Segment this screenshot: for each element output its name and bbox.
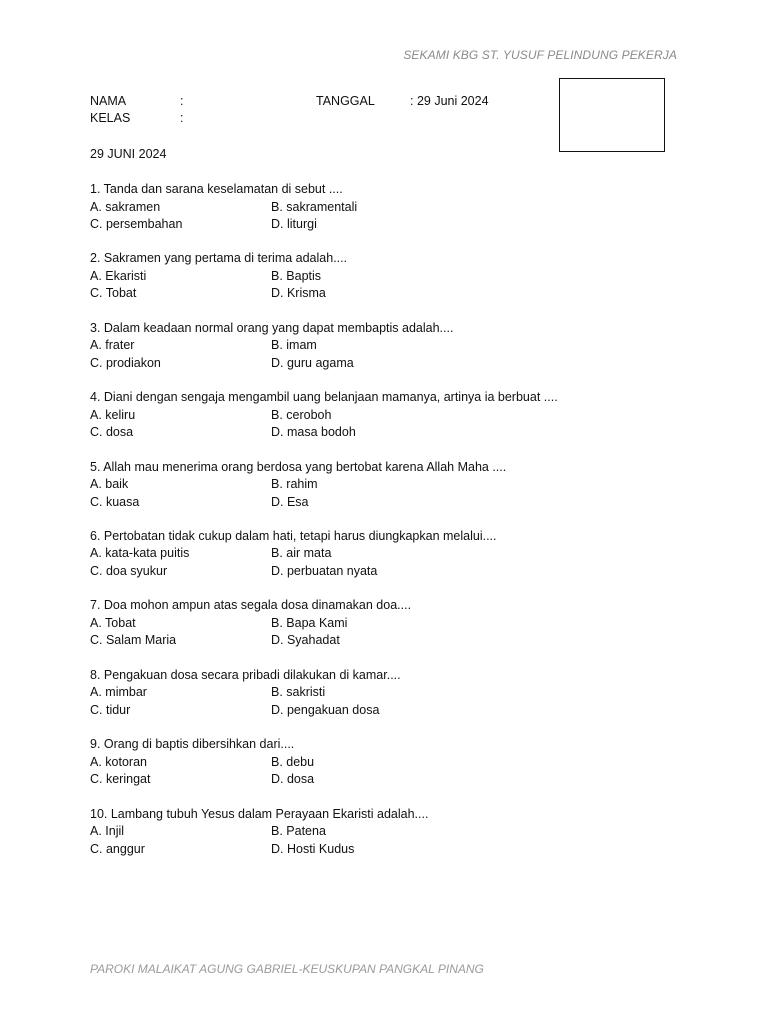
option-c: C. persembahan <box>90 217 183 231</box>
options-row-ab <box>90 684 710 702</box>
question-text: 3. Dalam keadaan normal orang yang dapat membaptis adalah.... <box>90 320 454 335</box>
options-row-cd <box>90 632 710 650</box>
page-header: SEKAMI KBG ST. YUSUF PELINDUNG PEKERJA <box>403 48 677 62</box>
option-c: C. keringat <box>90 772 151 787</box>
option-a: A. keliru <box>90 407 136 422</box>
options-row-ab <box>90 337 710 355</box>
option-c: C. prodiakon <box>90 355 161 370</box>
option-b: B. imam <box>271 338 317 353</box>
option-b: B. Patena <box>271 824 326 839</box>
options-row-cd <box>90 771 710 789</box>
nama-colon: : <box>180 94 184 108</box>
question-text: 4. Diani dengan sengaja mengambil uang belanjaan mamanya, artinya ia berbuat .... <box>90 390 558 405</box>
option-b: B. debu <box>271 754 315 769</box>
option-c: C. Tobat <box>90 286 137 301</box>
question-3 <box>90 320 710 389</box>
options-row-ab <box>90 545 710 563</box>
options-row-ab <box>90 407 710 425</box>
option-a: A. baik <box>90 477 129 492</box>
options-row-ab <box>90 615 710 633</box>
question-text: 10. Lambang tubuh Yesus dalam Perayaan Ekaristi adalah.... <box>90 806 429 821</box>
option-c: C. dosa <box>90 425 134 440</box>
options-row-ab <box>90 199 710 217</box>
option-a: A. sakramen <box>90 199 161 214</box>
option-a: A. kata-kata puitis <box>90 546 190 561</box>
question-list <box>90 181 710 875</box>
option-c: C. tidur <box>90 702 131 717</box>
question-10 <box>90 806 710 875</box>
option-d: D. Hosti Kudus <box>271 841 355 856</box>
identity-row-nama <box>90 93 550 110</box>
question-text: 7. Doa mohon ampun atas segala dosa dinamakan doa.... <box>90 598 412 613</box>
option-c: C. Salam Maria <box>90 633 177 648</box>
options-row-ab <box>90 476 710 494</box>
question-8 <box>90 667 710 736</box>
question-text: 1. Tanda dan sarana keselamatan di sebut .... <box>90 182 343 196</box>
options-row-cd <box>90 702 710 720</box>
kelas-label: KELAS <box>90 111 131 125</box>
options-row-cd <box>90 424 710 442</box>
option-d: D. Esa <box>271 494 309 509</box>
options-row-cd <box>90 563 710 581</box>
option-d: D. liturgi <box>271 217 317 231</box>
option-c: C. doa syukur <box>90 563 168 578</box>
question-6 <box>90 528 710 597</box>
tanggal-label: TANGGAL <box>316 94 375 108</box>
option-b: B. rahim <box>271 477 318 492</box>
question-1 <box>90 181 710 250</box>
option-a: A. Ekaristi <box>90 268 147 283</box>
question-5 <box>90 459 710 528</box>
options-row-cd <box>90 355 710 373</box>
option-a: A. mimbar <box>90 685 147 700</box>
option-a: A. frater <box>90 338 135 353</box>
question-text: 2. Sakramen yang pertama di terima adalah.... <box>90 251 348 266</box>
option-b: B. air mata <box>271 546 332 561</box>
option-c: C. anggur <box>90 841 145 856</box>
tanggal-value: : 29 Juni 2024 <box>410 94 489 108</box>
option-d: D. Krisma <box>271 286 326 301</box>
question-text: 6. Pertobatan tidak cukup dalam hati, tetapi harus diungkapkan melalui.... <box>90 528 497 543</box>
question-9 <box>90 736 710 805</box>
options-row-cd <box>90 841 710 859</box>
kelas-colon: : <box>180 111 184 125</box>
option-b: B. Bapa Kami <box>271 615 348 630</box>
option-d: D. guru agama <box>271 355 354 370</box>
option-d: D. Syahadat <box>271 633 340 648</box>
option-b: B. sakramentali <box>271 199 358 214</box>
options-row-cd <box>90 216 710 234</box>
question-7 <box>90 597 710 666</box>
option-c: C. kuasa <box>90 494 140 509</box>
option-a: A. Injil <box>90 824 125 839</box>
option-a: A. kotoran <box>90 754 147 769</box>
option-d: D. pengakuan dosa <box>271 702 380 717</box>
date-line: 29 JUNI 2024 <box>90 147 167 161</box>
option-b: B. sakristi <box>271 685 326 700</box>
options-row-cd <box>90 285 710 303</box>
options-row-ab <box>90 268 710 286</box>
options-row-ab <box>90 754 710 772</box>
nama-label: NAMA <box>90 94 127 108</box>
question-text: 9. Orang di baptis dibersihkan dari.... <box>90 737 295 752</box>
option-b: B. Baptis <box>271 268 322 283</box>
option-d: D. masa bodoh <box>271 425 356 440</box>
options-row-cd <box>90 494 710 512</box>
question-4 <box>90 389 710 458</box>
question-text: 8. Pengakuan dosa secara pribadi dilakukan di kamar.... <box>90 667 401 682</box>
option-a: A. Tobat <box>90 615 136 630</box>
question-text: 5. Allah mau menerima orang berdosa yang bertobat karena Allah Maha .... <box>90 459 507 474</box>
photo-box <box>559 78 665 152</box>
option-d: D. dosa <box>271 772 315 787</box>
options-row-ab <box>90 823 710 841</box>
option-b: B. ceroboh <box>271 407 332 422</box>
page-footer: PAROKI MALAIKAT AGUNG GABRIEL-KEUSKUPAN PANGKAL PINANG <box>90 962 484 976</box>
question-2 <box>90 250 710 319</box>
option-d: D. perbuatan nyata <box>271 563 378 578</box>
identity-row-kelas <box>90 110 290 127</box>
